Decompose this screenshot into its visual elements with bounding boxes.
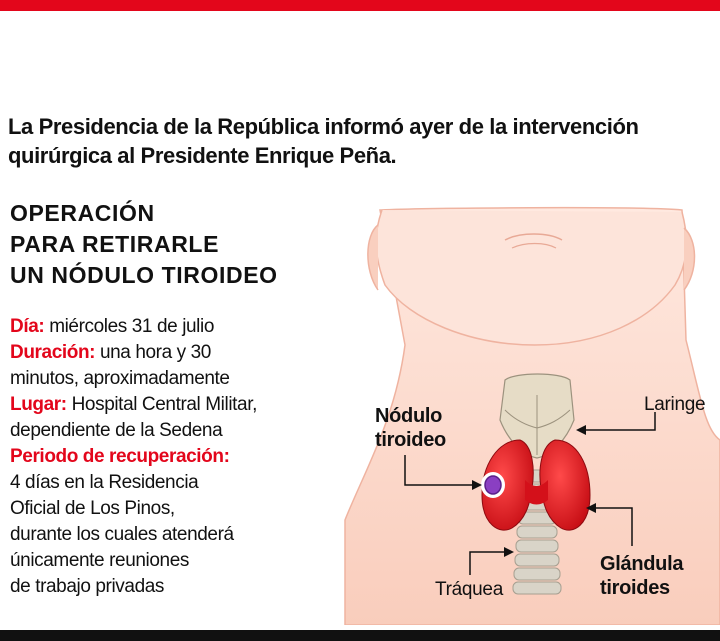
lugar-label: Lugar: [10,394,67,415]
periodo-line-5: de trabajo privadas [10,576,165,597]
duracion-label: Duración: [10,342,96,363]
nodulo-line-1: Nódulo [375,405,443,427]
intro-line-1: La Presidencia de la República informó ayer de la intervención [8,114,639,139]
periodo-line-2: Oficial de Los Pinos, [10,498,175,519]
duracion-value-2: minutos, aproximadamente [10,368,230,389]
operation-details [10,314,310,600]
lugar-value-2: dependiente de la Sedena [10,420,223,441]
nodulo-line-2: tiroideo [375,429,446,451]
periodo-line-3: durante los cuales atenderá [10,524,234,545]
callout-glandula [600,552,683,600]
title-line-1: OPERACIÓN [10,200,155,226]
operation-title [10,198,330,291]
detail-lugar [10,392,310,418]
detail-dia [10,314,310,340]
title-line-3: UN NÓDULO TIROIDEO [10,262,278,288]
periodo-label: Periodo de recuperación: [10,446,230,467]
glandula-line-1: Glándula [600,553,684,575]
glandula-line-2: tiroides [600,577,670,599]
dia-label: Día: [10,316,45,337]
periodo-line-4: únicamente reuniones [10,550,189,571]
right-ear [684,228,695,290]
intro-text [8,112,708,170]
left-ear [368,225,378,290]
periodo-line-1: 4 días en la Residencia [10,472,199,493]
lugar-value-1: Hospital Central Militar, [71,394,257,415]
top-red-bar [0,0,720,11]
callout-traquea: Tráquea [435,579,503,600]
intro-line-2: quirúrgica al Presidente Enrique Peña. [8,143,397,168]
bottom-black-bar [0,630,720,641]
dia-value: miércoles 31 de julio [49,316,214,337]
callout-laringe: Laringe [644,394,706,415]
detail-duracion [10,340,310,366]
callout-nodulo [375,404,446,452]
duracion-value-1: una hora y 30 [99,342,211,363]
title-line-2: PARA RETIRARLE [10,231,220,257]
